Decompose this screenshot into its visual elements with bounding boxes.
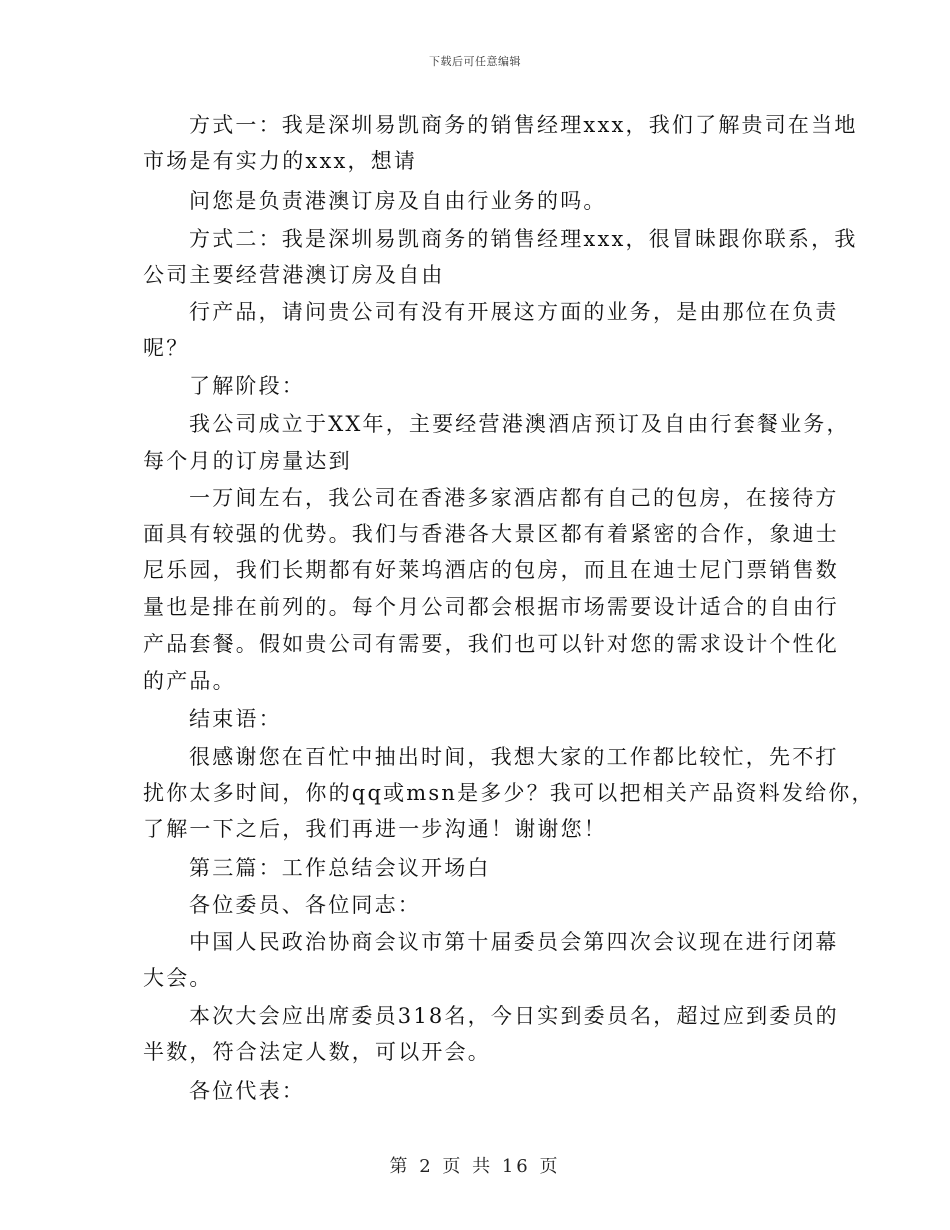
section-heading: 结束语： [189, 707, 282, 731]
text-line: 各位代表： [189, 1079, 305, 1103]
text-line: 的产品。 [143, 669, 236, 693]
text-line: 扰你太多时间，你的qq或msn是多少？我可以把相关产品资料发给你， [143, 781, 875, 805]
text-line: 行产品，请问贵公司有没有开展这方面的业务，是由那位在负责 [189, 300, 839, 324]
text-line: 了解一下之后，我们再进一步沟通！谢谢您！ [143, 817, 607, 841]
text-line: 市场是有实力的xxx，想请 [143, 149, 418, 173]
text-line: 一万间左右，我公司在香港多家酒店都有自己的包房，在接待方 [189, 486, 839, 510]
text-line: 每个月的订房量达到 [143, 449, 352, 473]
section-heading: 了解阶段： [189, 374, 305, 398]
text-line: 量也是排在前列的。每个月公司都会根据市场需要设计适合的自由行 [143, 595, 839, 619]
text-line: 我公司成立于XX年，主要经营港澳酒店预订及自由行套餐业务， [189, 412, 850, 436]
page-header: 下载后可任意编辑 [429, 55, 521, 68]
text-line: 呢？ [143, 336, 190, 360]
text-line: 中国人民政治协商会议市第十届委员会第四次会议现在进行闭幕 [189, 930, 839, 954]
text-line: 半数，符合法定人数，可以开会。 [143, 1040, 491, 1064]
text-line: 公司主要经营港澳订房及自由 [143, 263, 445, 287]
text-line: 各位委员、各位同志： [189, 893, 421, 917]
section-heading: 第三篇：工作总结会议开场白 [189, 856, 491, 880]
text-line: 问您是负责港澳订房及自由行业务的吗。 [189, 189, 607, 213]
page-number: 第 2 页 共 16 页 [389, 1156, 561, 1177]
text-line: 产品套餐。假如贵公司有需要，我们也可以针对您的需求设计个性化 [143, 632, 839, 656]
text-line: 大会。 [143, 966, 213, 990]
text-line: 面具有较强的优势。我们与香港各大景区都有着紧密的合作，象迪士 [143, 522, 839, 546]
text-line: 方式一：我是深圳易凯商务的销售经理xxx，我们了解贵司在当地 [189, 113, 858, 137]
text-line: 很感谢您在百忙中抽出时间，我想大家的工作都比较忙，先不打 [189, 745, 839, 769]
text-line: 本次大会应出席委员318名，今日实到委员名，超过应到委员的 [189, 1004, 839, 1028]
text-line: 方式二：我是深圳易凯商务的销售经理xxx，很冒昧跟你联系，我 [189, 227, 858, 251]
text-line: 尼乐园，我们长期都有好莱坞酒店的包房，而且在迪士尼门票销售数 [143, 558, 839, 582]
